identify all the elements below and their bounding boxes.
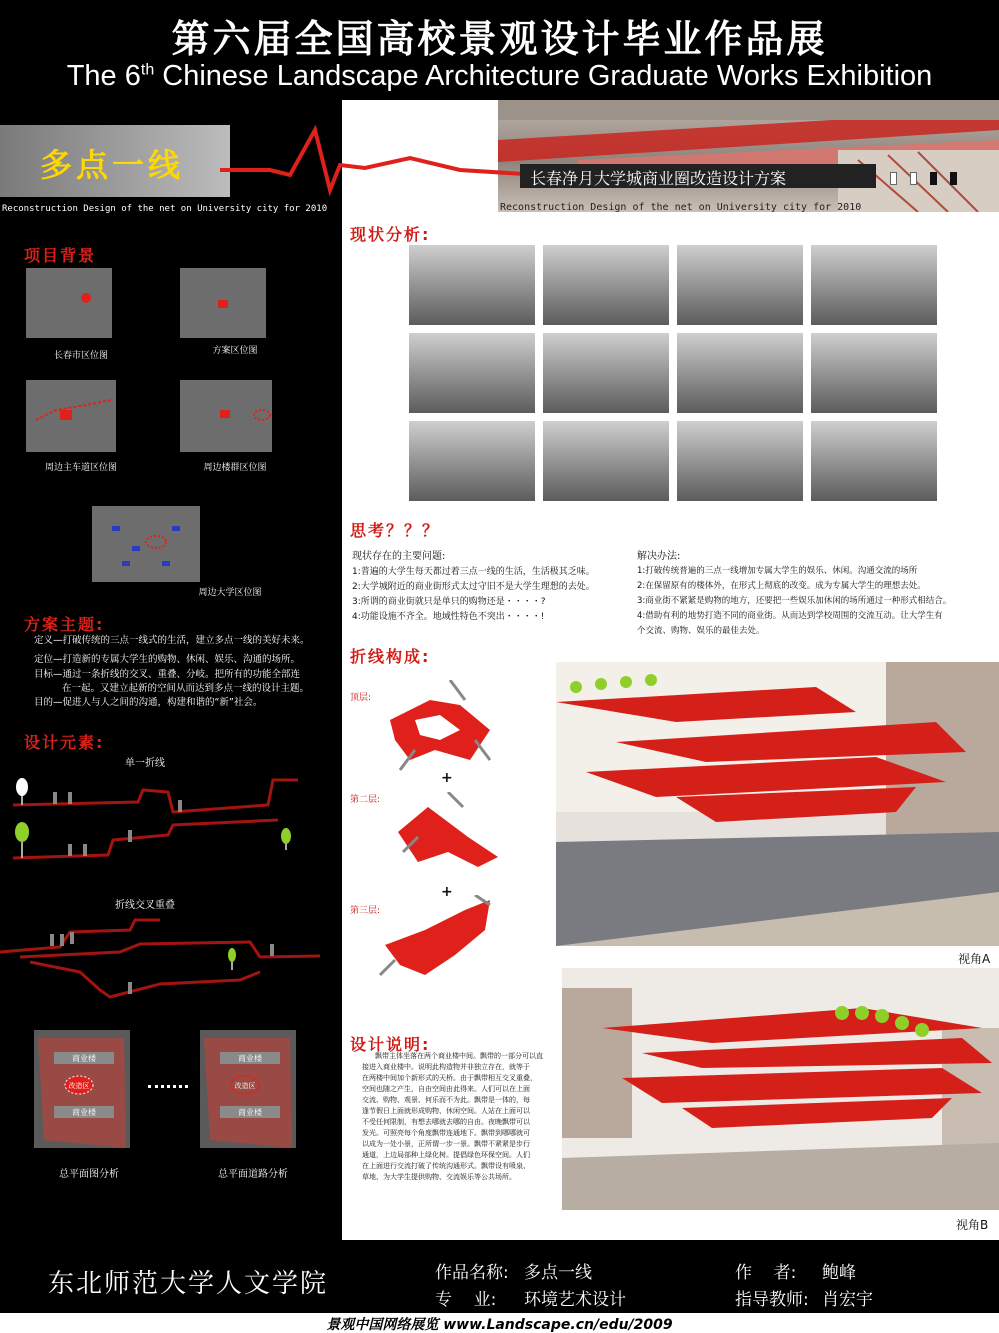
deco-square-1	[890, 172, 897, 185]
status-photo-8	[811, 333, 937, 413]
single-polyline-diagram	[8, 770, 308, 870]
design-line-7: 不受任何限制，有想去哪就去哪的自由。夜晚飘带可以	[362, 1118, 530, 1126]
problem-2: 2:大学城附近的商业街形式太过守旧不是大学生理想的去处。	[352, 582, 595, 592]
status-photo-4	[811, 245, 937, 325]
advisor-value: 肖宏宇	[822, 1290, 873, 1310]
solution-3: 3:商业街不紧紧是购物的地方，还要把一些娱乐加休闲的场所通过一种形式相结合。	[637, 596, 952, 606]
map-buildings	[180, 380, 272, 452]
problem-3: 3:所谓的商业街就只是单只的购物还是・・・・?	[352, 597, 546, 607]
background-heading: 项目背景	[24, 246, 97, 265]
title-en-pre: The 6	[66, 60, 141, 92]
map-roads	[26, 380, 116, 452]
status-photo-12	[811, 421, 937, 501]
design-line-5: 交流、购物、观景、何乐而不为此。飘带是一体的，每	[362, 1096, 530, 1104]
solution-5: 个交流、购物、娱乐的最佳去处。	[637, 626, 765, 636]
plan-left-center: 改造区	[68, 1082, 90, 1090]
design-line-11: 在上面进行交流打破了传统沟通形式。飘带设有喷泉、	[362, 1162, 530, 1170]
theme-line-4: 在一起。又建立起新的空间从而达到多点一线的设计主题。	[62, 683, 310, 694]
plan-right-caption: 总平面道路分析	[218, 1169, 288, 1180]
theme-heading: 方案主题:	[24, 615, 105, 634]
map-city	[26, 268, 112, 338]
render-view-a	[556, 662, 999, 946]
deco-square-3	[930, 172, 937, 185]
map-buildings-caption: 周边楼群区位图	[203, 463, 267, 473]
status-photo-3	[677, 245, 803, 325]
deco-square-2	[910, 172, 917, 185]
footer-site-link[interactable]: 景观中国网络展览 www.Landscape.cn/edu/2009	[326, 1317, 673, 1333]
layer-third-label: 第三层:	[350, 906, 381, 916]
status-photo-1	[409, 245, 535, 325]
work-name-value: 多点一线	[524, 1263, 592, 1283]
solutions-title: 解决办法:	[637, 551, 681, 562]
theme-line-3: 目标—通过一条折线的交叉、重叠、分岐。把所有的功能全部连	[34, 669, 301, 680]
solution-2: 2:在保留原有的楼体外，在形式上彻底的改变。成为专属大学生的理想去处。	[637, 581, 926, 591]
layer-second-shape	[388, 792, 508, 882]
render-view-b	[562, 968, 999, 1210]
problem-1: 1:普遍的大学生每天都过着三点一线的生活，生活极其乏味。	[352, 567, 595, 577]
hero-render-graphic	[498, 100, 999, 212]
plus-1: +	[441, 770, 453, 786]
exhibition-title-cn: 第六届全国高校景观设计毕业作品展	[171, 17, 828, 61]
map-universities	[92, 506, 200, 582]
polyline-heading: 折线构成:	[350, 647, 431, 666]
project-title: 长春净月大学城商业圈改造设计方案	[530, 169, 787, 188]
status-photo-9	[409, 421, 535, 501]
design-line-8: 发光。可照亮每个角度飘带连通地下。飘带到哪哪就可	[362, 1129, 530, 1137]
plan-left-commercial-top: 商业楼	[72, 1054, 96, 1063]
author-label: 作 者:	[735, 1263, 797, 1283]
layer-top-label: 顶层:	[350, 693, 372, 703]
theme-line-2: 定位—打造新的专属大学生的购物、休闲、娱乐、沟通的场所。	[34, 654, 301, 665]
major-value: 环境艺术设计	[524, 1290, 626, 1310]
design-heading: 设计说明:	[350, 1035, 431, 1054]
layer-second-label: 第二层:	[350, 795, 381, 805]
map-universities-caption: 周边大学区位图	[198, 588, 262, 598]
elements-heading: 设计元素:	[24, 733, 105, 752]
theme-line-1: 定义—打破传统的三点一线式的生活，建立多点一线的美好未来。	[34, 635, 310, 646]
design-line-3: 在两楼中间加个新形式的天桥。由于飘带相互交叉重叠，	[362, 1074, 537, 1082]
status-photo-6	[543, 333, 669, 413]
title-en-sup: th	[140, 61, 155, 79]
map-site-caption: 方案区位图	[212, 346, 258, 356]
map-city-caption: 长春市区位图	[53, 351, 108, 361]
view-b-label: 视角B	[956, 1218, 989, 1232]
layer-third-shape	[375, 895, 505, 985]
status-heading: 现状分析:	[350, 225, 431, 244]
design-line-1: 飘带主体坐落在两个商业楼中间。飘带的一部分可以直	[375, 1052, 543, 1060]
plan-right-center: 改造区	[234, 1082, 256, 1090]
site-plan-analysis	[34, 1030, 130, 1148]
title-en-post: Chinese Landscape Architecture Graduate Works Exhibition	[154, 60, 933, 92]
major-label: 专 业:	[435, 1290, 497, 1310]
map-site	[180, 268, 266, 338]
plan-left-caption: 总平面图分析	[59, 1169, 119, 1180]
status-photo-2	[543, 245, 669, 325]
problem-4: 4:功能设施不齐全。地域性特色不突出・・・・!	[352, 612, 545, 622]
design-line-10: 通道，上边局部种上绿化树。提倡绿色环保空间。人们	[362, 1151, 530, 1159]
status-photo-5	[409, 333, 535, 413]
deco-square-4	[950, 172, 957, 185]
design-line-9: 以成为一处小景，正所谓一步一景。飘带不紧紧是步行	[362, 1140, 530, 1148]
subtitle-en-right: Reconstruction Design of the net on University city for 2010	[500, 202, 862, 213]
map-roads-caption: 周边主车道区位图	[44, 463, 117, 473]
thinking-heading: 思考？？？	[350, 521, 441, 540]
advisor-label: 指导教师:	[735, 1290, 809, 1310]
overlap-polyline-diagram	[0, 912, 320, 1012]
exhibition-title-en	[0, 60, 999, 93]
banner-title: 多点一线	[40, 146, 185, 184]
design-line-4: 空间也随之产生，自由空间由此得来。人们可以在上面	[362, 1085, 530, 1093]
status-photo-11	[677, 421, 803, 501]
heartbeat-line	[220, 120, 540, 210]
solution-4: 4:借助有利的地势打造不同的商业街。从而达到学校周围的交流互动。让大学生有	[637, 611, 943, 621]
plan-right-commercial-bottom: 商业楼	[238, 1108, 262, 1117]
school-name: 东北师范大学人文学院	[48, 1269, 329, 1299]
plan-ellipsis	[148, 1085, 188, 1088]
site-road-analysis	[200, 1030, 296, 1148]
layer-top-shape	[380, 680, 500, 780]
single-polyline-label: 单一折线	[125, 758, 165, 769]
view-a-label: 视角A	[958, 952, 991, 966]
status-photo-10	[543, 421, 669, 501]
author-value: 鲍峰	[822, 1263, 856, 1283]
theme-line-5: 目的—促进人与人之间的沟通，构建和谐的“新”社会。	[34, 697, 263, 708]
overlap-polyline-label: 折线交叉重叠	[115, 900, 175, 911]
design-line-2: 接进入商业楼中。说明此构造物并非独立存在，就等于	[362, 1063, 530, 1071]
plus-2: +	[441, 884, 453, 900]
plan-right-commercial-top: 商业楼	[238, 1054, 262, 1063]
subtitle-en-left: Reconstruction Design of the net on University city for 2010	[2, 204, 328, 214]
plan-left-commercial-bottom: 商业楼	[72, 1108, 96, 1117]
solution-1: 1:打破传统普遍的三点一线增加专属大学生的娱乐、休闲。沟通交流的场所	[637, 566, 918, 576]
design-line-6: 逢节假日上面就形成购物、休闲空间。人站在上面可以	[362, 1107, 530, 1115]
work-name-label: 作品名称:	[435, 1263, 509, 1283]
design-line-12: 草地、为大学生提供购物、交流娱乐等公共场所。	[362, 1173, 516, 1181]
problems-title: 现状存在的主要问题:	[352, 551, 446, 562]
status-photo-7	[677, 333, 803, 413]
hero-render-photo	[498, 100, 999, 212]
